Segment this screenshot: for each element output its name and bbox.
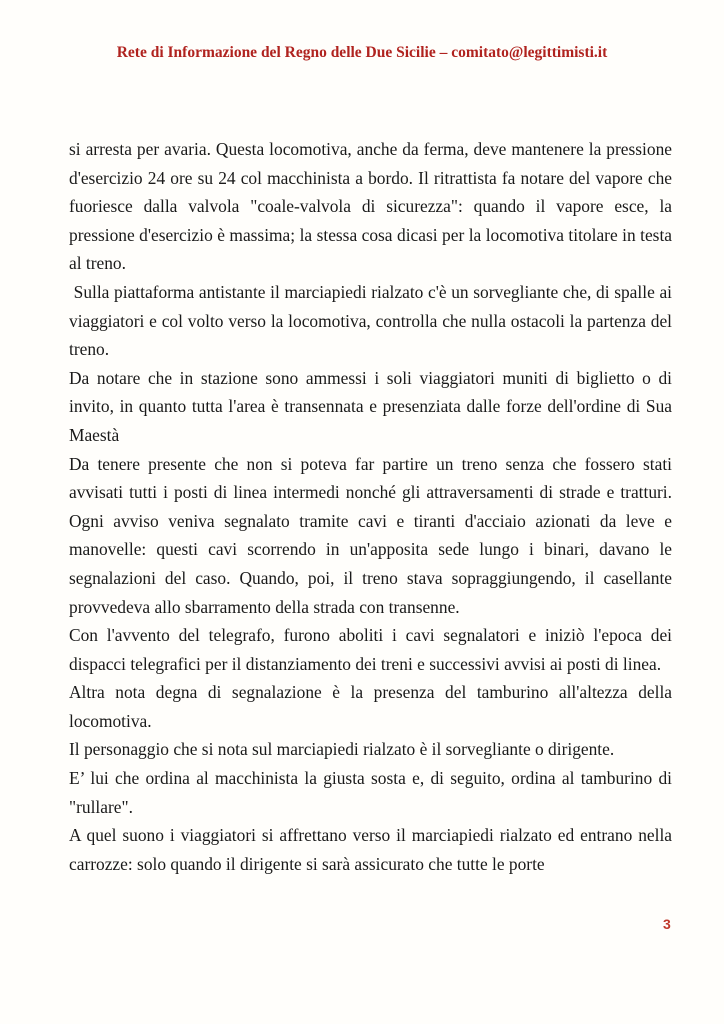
paragraph-2: Sulla piattaforma antistante il marciapiedi rialzato c'è un sorvegliante che, di spalle ai viaggiatori e col volto verso la locomotiva, controlla che nulla ostacoli la partenza del treno.: [69, 281, 677, 360]
page-number: 3: [663, 916, 671, 932]
paragraph-8: E’ lui che ordina al macchinista la giusta sosta e, di seguito, ordina al tamburino di "rullare".: [69, 768, 672, 817]
paragraph-6: Altra nota degna di segnalazione è la presenza del tamburino all'altezza della locomotiva.: [69, 682, 672, 731]
paragraph-9: A quel suono i viaggiatori si affrettano verso il marciapiedi rialzato ed entrano nella carrozze: solo quando il dirigente si sarà assicurato che tutte le porte: [69, 825, 672, 874]
paragraph-5: Con l'avvento del telegrafo, furono aboliti i cavi segnalatori e iniziò l'epoca dei dispacci telegrafici per il distanziamento dei treni e successivi avvisi ai posti di linea.: [69, 625, 672, 674]
page-header: Rete di Informazione del Regno delle Due Sicilie – comitato@legittimisti.it: [116, 44, 608, 61]
paragraph-3: Da notare che in stazione sono ammessi i soli viaggiatori muniti di biglietto o di invito, in quanto tutta l'area è transennata e presenziata dalle forze dell'ordine di Sua Maestà: [69, 367, 672, 445]
paragraph-1: si arresta per avaria. Questa locomotiva, anche da ferma, deve mantenere la pressione d'esercizio 24 ore su 24 col macchinista a bordo. Il ritrattista fa notare del vapore che fuoriesce dalla valvola "coale-valvola di sicurezza": quando il vapore esce, la pressione d'esercizio è massima; la stessa cosa dicasi per la locomotiva titolare in testa al treno.: [69, 139, 672, 274]
paragraph-4: Da tenere presente che non si poteva far partire un treno senza che fossero stati avvisati tutti i posti di linea intermedi nonché gli attraversamenti di strade e tratturi. Ogni avviso veniva segnalato tramite cavi e tiranti d'acciaio azionati da leve e manovelle: questi cavi scorrendo in un'apposita sede lungo i binari, davano le segnalazioni del caso. Quando, poi, il treno stava sopraggiungendo, il casellante provvedeva allo sbarramento della strada con transenne.: [69, 453, 672, 617]
paragraph-7: Il personaggio che si nota sul marciapiedi rialzato è il sorvegliante o dirigente.: [69, 739, 615, 760]
body-text: [69, 135, 677, 878]
